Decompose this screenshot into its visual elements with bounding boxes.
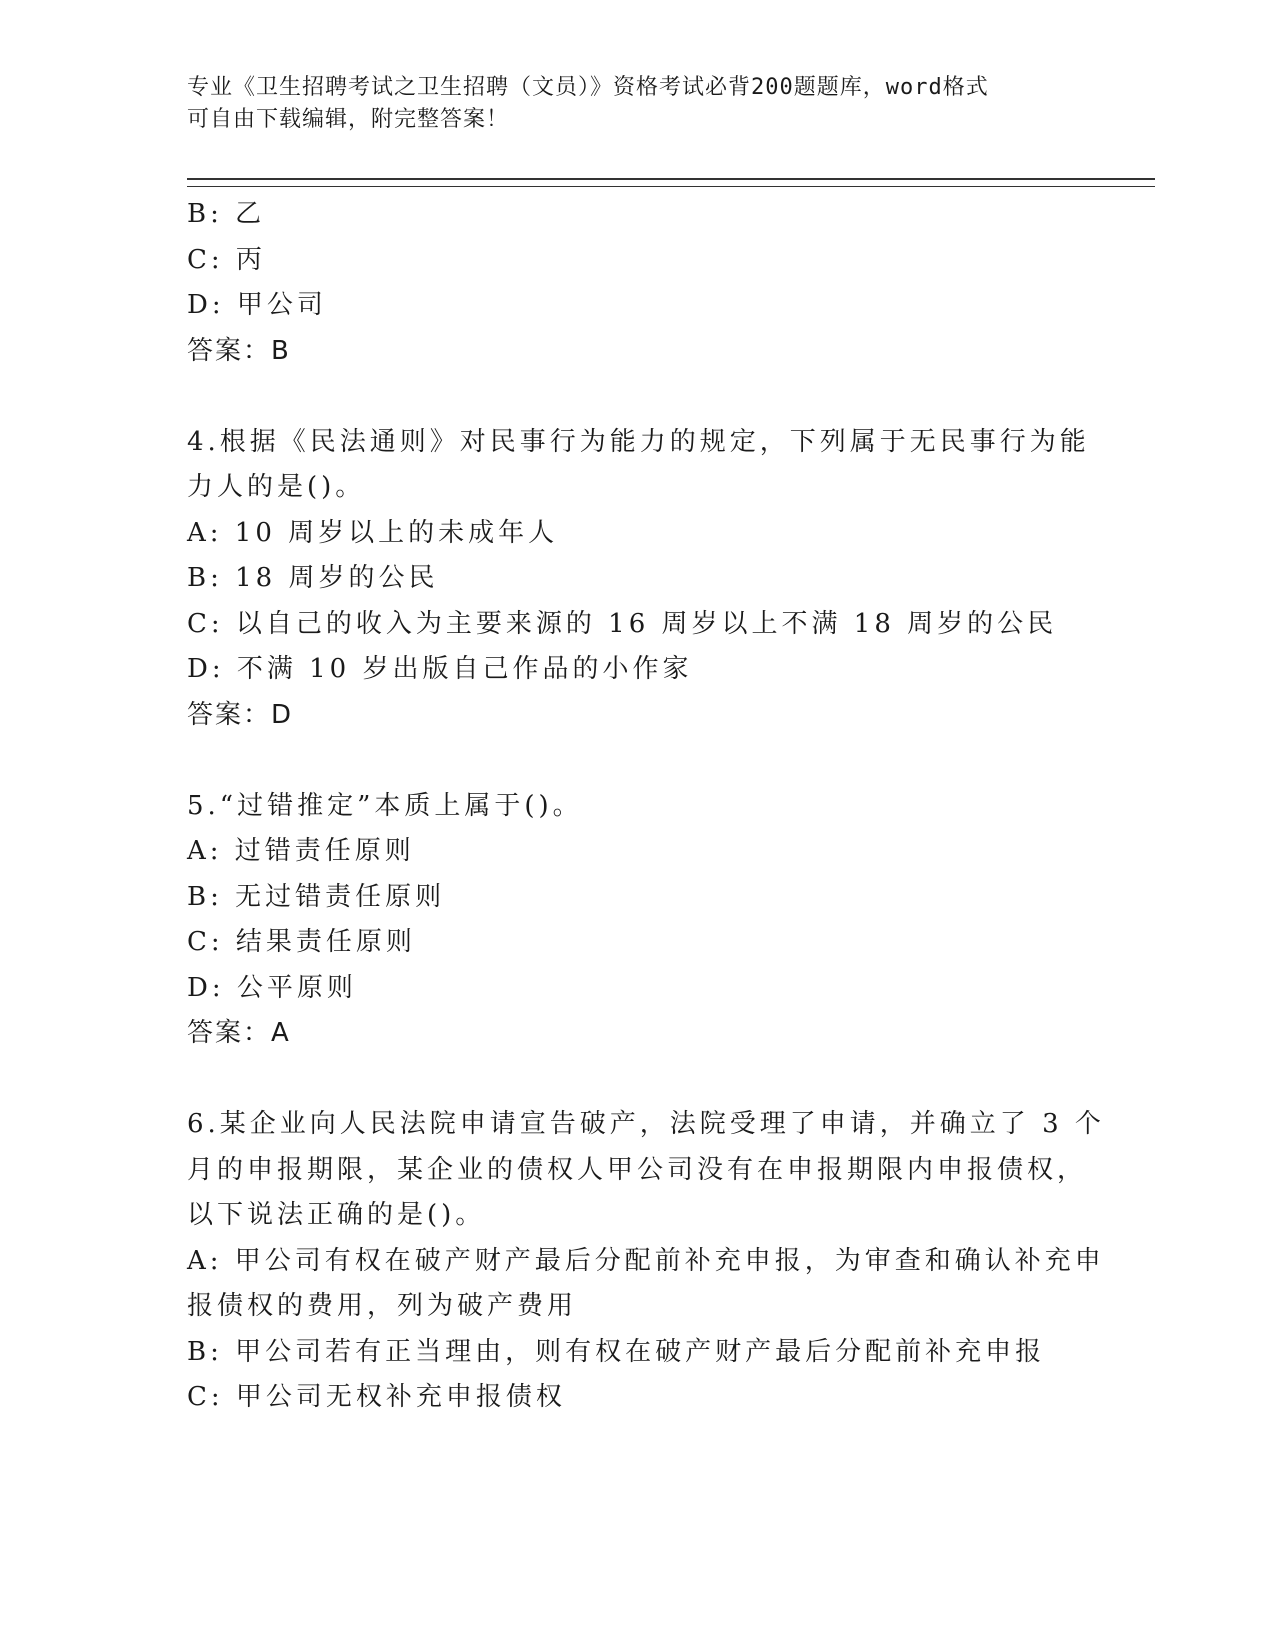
answer: 答案：D — [187, 699, 294, 730]
header-title-line-2: 可自由下载编辑，附完整答案！ — [187, 107, 510, 132]
option-d: D: 不满 10 岁出版自己作品的小作家 — [187, 654, 693, 684]
option-b: B: 甲公司若有正当理由，则有权在破产财产最后分配前补充申报 — [187, 1336, 1046, 1367]
question-5 — [187, 784, 1087, 1057]
header-title-line-1: 专业《卫生招聘考试之卫生招聘（文员）》资格考试必背200题题库，word格式 — [187, 75, 989, 100]
question-3-continued — [187, 192, 1087, 374]
option-a-continued: 报债权的费用，列为破产费用 — [187, 1291, 578, 1321]
option-a: A: 10 周岁以上的未成年人 — [187, 517, 559, 548]
option-b: B: 18 周岁的公民 — [187, 563, 439, 593]
question-stem: 6.某企业向人民法院申请宣告破产，法院受理了申请，并确立了 3 个 — [187, 1109, 1105, 1139]
header-divider — [187, 178, 1155, 187]
question-stem: 5.“过错推定”本质上属于()。 — [187, 790, 583, 821]
question-stem: 以下说法正确的是()。 — [187, 1200, 486, 1230]
option-a: A: 甲公司有权在破产财产最后分配前补充申报，为审查和确认补充申 — [187, 1245, 1105, 1276]
option-b: B: 无过错责任原则 — [187, 881, 446, 912]
option-c: C: 结果责任原则 — [187, 927, 416, 957]
spacer — [187, 1057, 1087, 1103]
question-6 — [187, 1102, 1105, 1421]
option-d: D: 公平原则 — [187, 972, 357, 1003]
spacer — [187, 738, 1087, 784]
question-stem: 4.根据《民法通则》对民事行为能力的规定，下列属于无民事行为能 — [187, 426, 1090, 457]
option-c: C: 丙 — [187, 244, 266, 275]
spacer — [187, 374, 1087, 420]
document-header — [187, 72, 1087, 136]
question-list — [187, 192, 1105, 1421]
option-d: D: 甲公司 — [187, 290, 327, 320]
question-stem: 月的申报期限，某企业的债权人甲公司没有在申报期限内申报债权， — [187, 1154, 1088, 1185]
question-4 — [187, 420, 1090, 739]
answer: 答案：A — [187, 1018, 291, 1048]
option-b: B: 乙 — [187, 199, 266, 229]
option-c: C: 以自己的收入为主要来源的 16 周岁以上不满 18 周岁的公民 — [187, 608, 1058, 639]
answer: 答案：B — [187, 335, 291, 366]
option-a: A: 过错责任原则 — [187, 836, 415, 866]
option-c: C: 甲公司无权补充申报债权 — [187, 1382, 566, 1412]
question-stem: 力人的是()。 — [187, 472, 366, 502]
